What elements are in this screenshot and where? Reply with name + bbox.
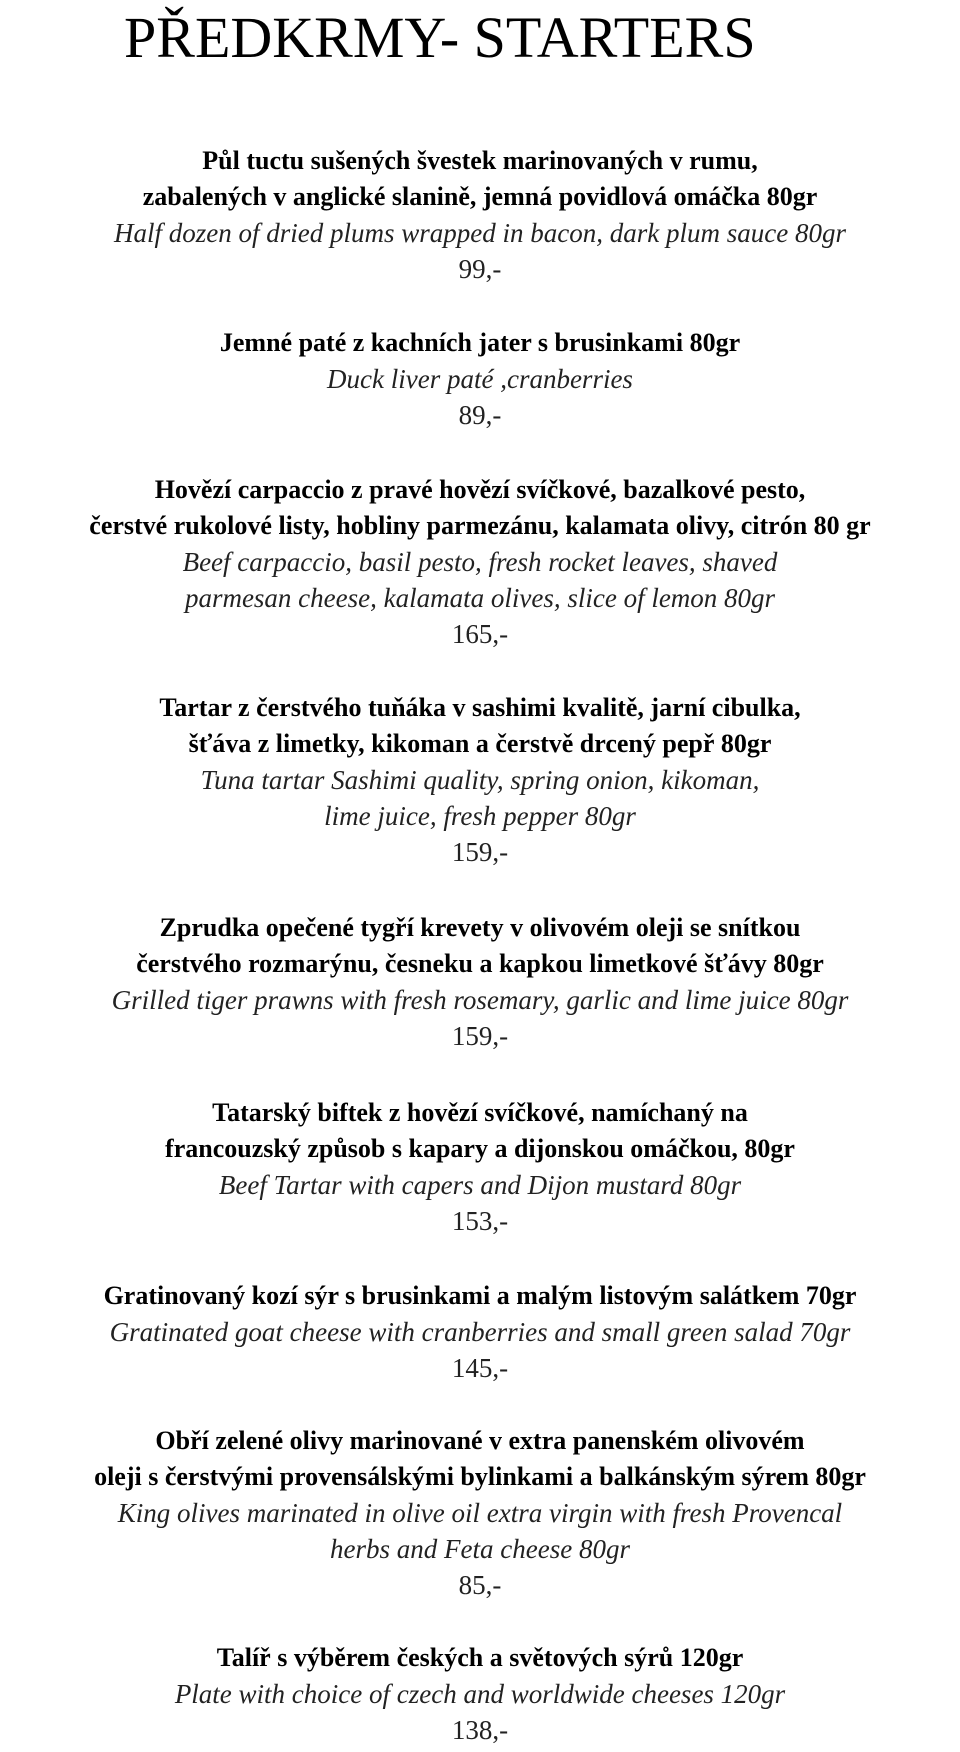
item-czech-line: Gratinovaný kozí sýr s brusinkami a malým listovým salátkem 70gr	[103, 1281, 857, 1310]
item-czech-line: šťáva z limetky, kikoman a čerstvě drcený pepř 80gr	[188, 729, 772, 758]
item-english-line: Grilled tiger prawns with fresh rosemary, garlic and lime juice 80gr	[111, 985, 849, 1015]
menu-item	[0, 472, 960, 652]
item-czech-line: Hovězí carpaccio z pravé hovězí svíčkové, bazalkové pesto,	[154, 475, 806, 504]
item-czech-line: Jemné paté z kachních jater s brusinkami 80gr	[219, 328, 741, 357]
item-english-line: Tuna tartar Sashimi quality, spring onion, kikoman,	[200, 765, 760, 795]
page-title: PŘEDKRMY- STARTERS	[124, 5, 756, 70]
item-price: 153,-	[451, 1206, 509, 1236]
item-czech-line: Tartar z čerstvého tuňáka v sashimi kvalitě, jarní cibulka,	[159, 693, 801, 722]
menu-item	[0, 325, 960, 433]
item-price: 99,-	[458, 254, 502, 284]
item-czech-line: čerstvé rukolové listy, hobliny parmezánu, kalamata olivy, citrón 80 gr	[89, 511, 871, 540]
item-price: 85,-	[458, 1570, 502, 1600]
menu-item	[0, 910, 960, 1054]
item-czech-line: čerstvého rozmarýnu, česneku a kapkou limetkové šťávy 80gr	[136, 949, 824, 978]
item-czech-line: Obří zelené olivy marinované v extra panenském olivovém	[155, 1426, 805, 1455]
item-price: 159,-	[451, 837, 509, 867]
item-english-line: parmesan cheese, kalamata olives, slice of lemon 80gr	[184, 583, 776, 613]
item-english-line: Duck liver paté ,cranberries	[327, 364, 633, 394]
item-czech-line: Talíř s výběrem českých a světových sýrů 120gr	[216, 1643, 744, 1672]
menu-item	[0, 1423, 960, 1603]
item-english-line: King olives marinated in olive oil extra virgin with fresh Provencal	[117, 1498, 843, 1528]
item-english-line: Beef carpaccio, basil pesto, fresh rocket leaves, shaved	[182, 547, 778, 577]
menu-item	[0, 1278, 960, 1386]
item-price: 159,-	[451, 1021, 509, 1051]
item-english-line: Plate with choice of czech and worldwide cheeses 120gr	[174, 1679, 786, 1709]
item-czech-line: zabalených v anglické slanině, jemná povidlová omáčka 80gr	[142, 182, 818, 211]
item-price: 165,-	[451, 619, 509, 649]
item-price: 145,-	[451, 1353, 509, 1383]
menu-item	[0, 143, 960, 287]
menu-item	[0, 1095, 960, 1239]
item-czech-line: francouzský způsob s kapary a dijonskou omáčkou, 80gr	[165, 1134, 795, 1163]
item-price: 89,-	[458, 400, 502, 430]
item-english-line: herbs and Feta cheese 80gr	[330, 1534, 630, 1564]
item-english-line: lime juice, fresh pepper 80gr	[324, 801, 636, 831]
item-price: 138,-	[451, 1715, 509, 1745]
item-czech-line: Tatarský biftek z hovězí svíčkové, namíchaný na	[212, 1098, 748, 1127]
menu-item	[0, 1640, 960, 1748]
menu-item	[0, 690, 960, 870]
item-czech-line: oleji s čerstvými provensálskými bylinkami a balkánským sýrem 80gr	[94, 1462, 866, 1491]
item-czech-line: Zprudka opečené tygří krevety v olivovém oleji se snítkou	[159, 913, 801, 942]
item-english-line: Gratinated goat cheese with cranberries and small green salad 70gr	[109, 1317, 851, 1347]
item-czech-line: Půl tuctu sušených švestek marinovaných v rumu,	[202, 146, 758, 175]
item-english-line: Half dozen of dried plums wrapped in bacon, dark plum sauce 80gr	[114, 218, 846, 248]
item-english-line: Beef Tartar with capers and Dijon mustard 80gr	[218, 1170, 742, 1200]
